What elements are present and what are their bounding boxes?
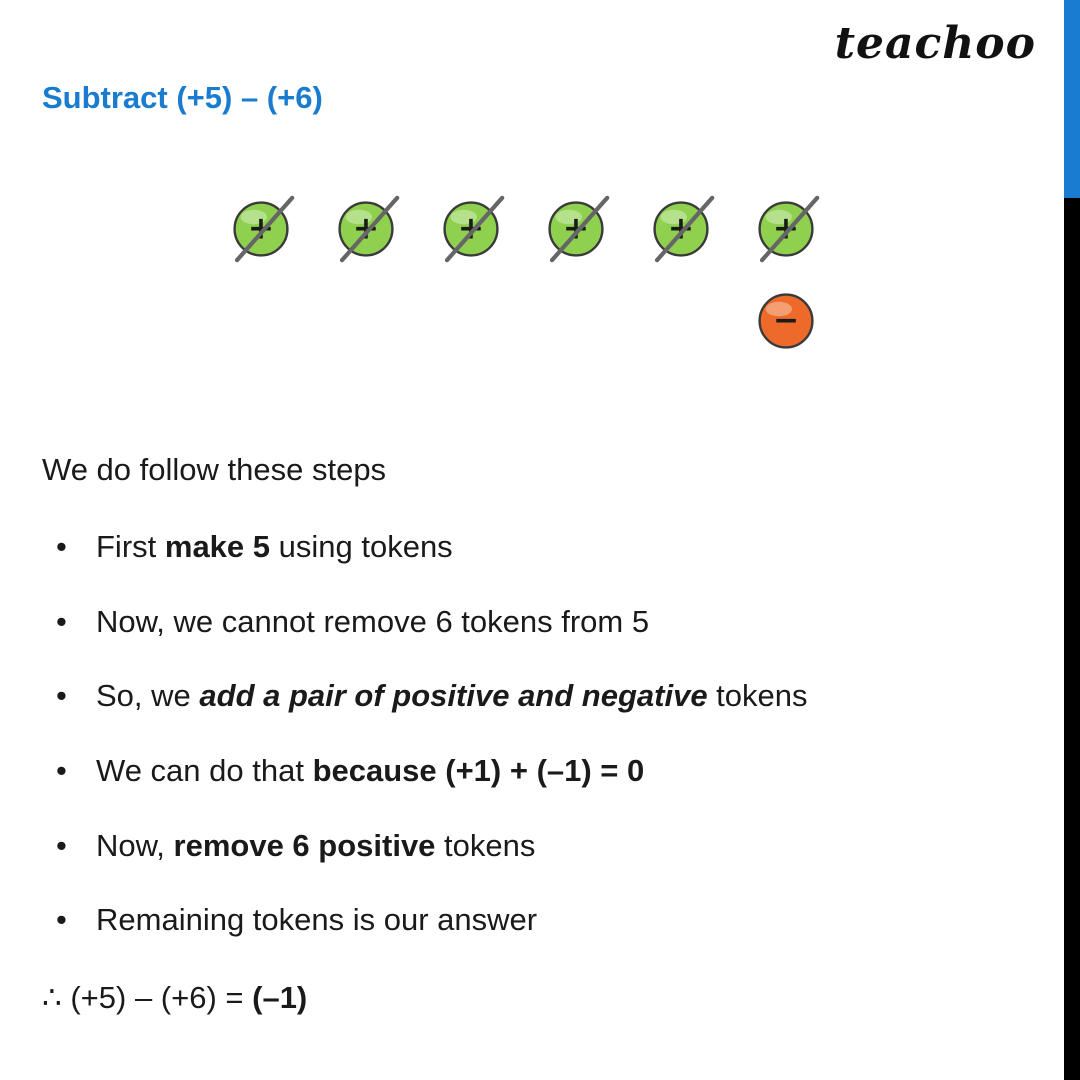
token-diagram	[0, 0, 1080, 400]
intro-text: We do follow these steps	[42, 452, 387, 487]
step-text: So, we add a pair of positive and negative tokens	[96, 678, 808, 713]
bullet-icon: •	[56, 678, 67, 713]
step-text: Now, remove 6 positive tokens	[96, 828, 536, 863]
conclusion: ∴ (+5) – (+6) = (–1)	[42, 980, 308, 1015]
positive-token-icon	[750, 193, 822, 265]
negative-token-icon	[750, 285, 822, 357]
positive-token-icon	[645, 193, 717, 265]
svg-text:+: +	[247, 210, 275, 247]
svg-text:+: +	[562, 210, 590, 247]
svg-text:+: +	[457, 210, 485, 247]
teachoo-logo: teachoo	[834, 18, 1036, 69]
bullet-icon: •	[56, 753, 67, 788]
page-title: Subtract (+5) – (+6)	[42, 80, 323, 115]
svg-text:+: +	[667, 210, 695, 247]
positive-token-icon	[540, 193, 612, 265]
bullet-icon: •	[56, 529, 67, 564]
svg-text:+: +	[772, 210, 800, 247]
svg-text:−: −	[772, 302, 800, 339]
positive-token-icon	[225, 193, 297, 265]
bullet-icon: •	[56, 828, 67, 863]
step-text: Remaining tokens is our answer	[96, 902, 538, 937]
bullet-icon: •	[56, 902, 67, 937]
step-text: We can do that because (+1) + (–1) = 0	[96, 753, 645, 788]
positive-token-icon	[330, 193, 402, 265]
step-text: Now, we cannot remove 6 tokens from 5	[96, 604, 650, 639]
svg-text:+: +	[352, 210, 380, 247]
step-text: First make 5 using tokens	[96, 529, 453, 564]
positive-token-icon	[435, 193, 507, 265]
bullet-icon: •	[56, 604, 67, 639]
